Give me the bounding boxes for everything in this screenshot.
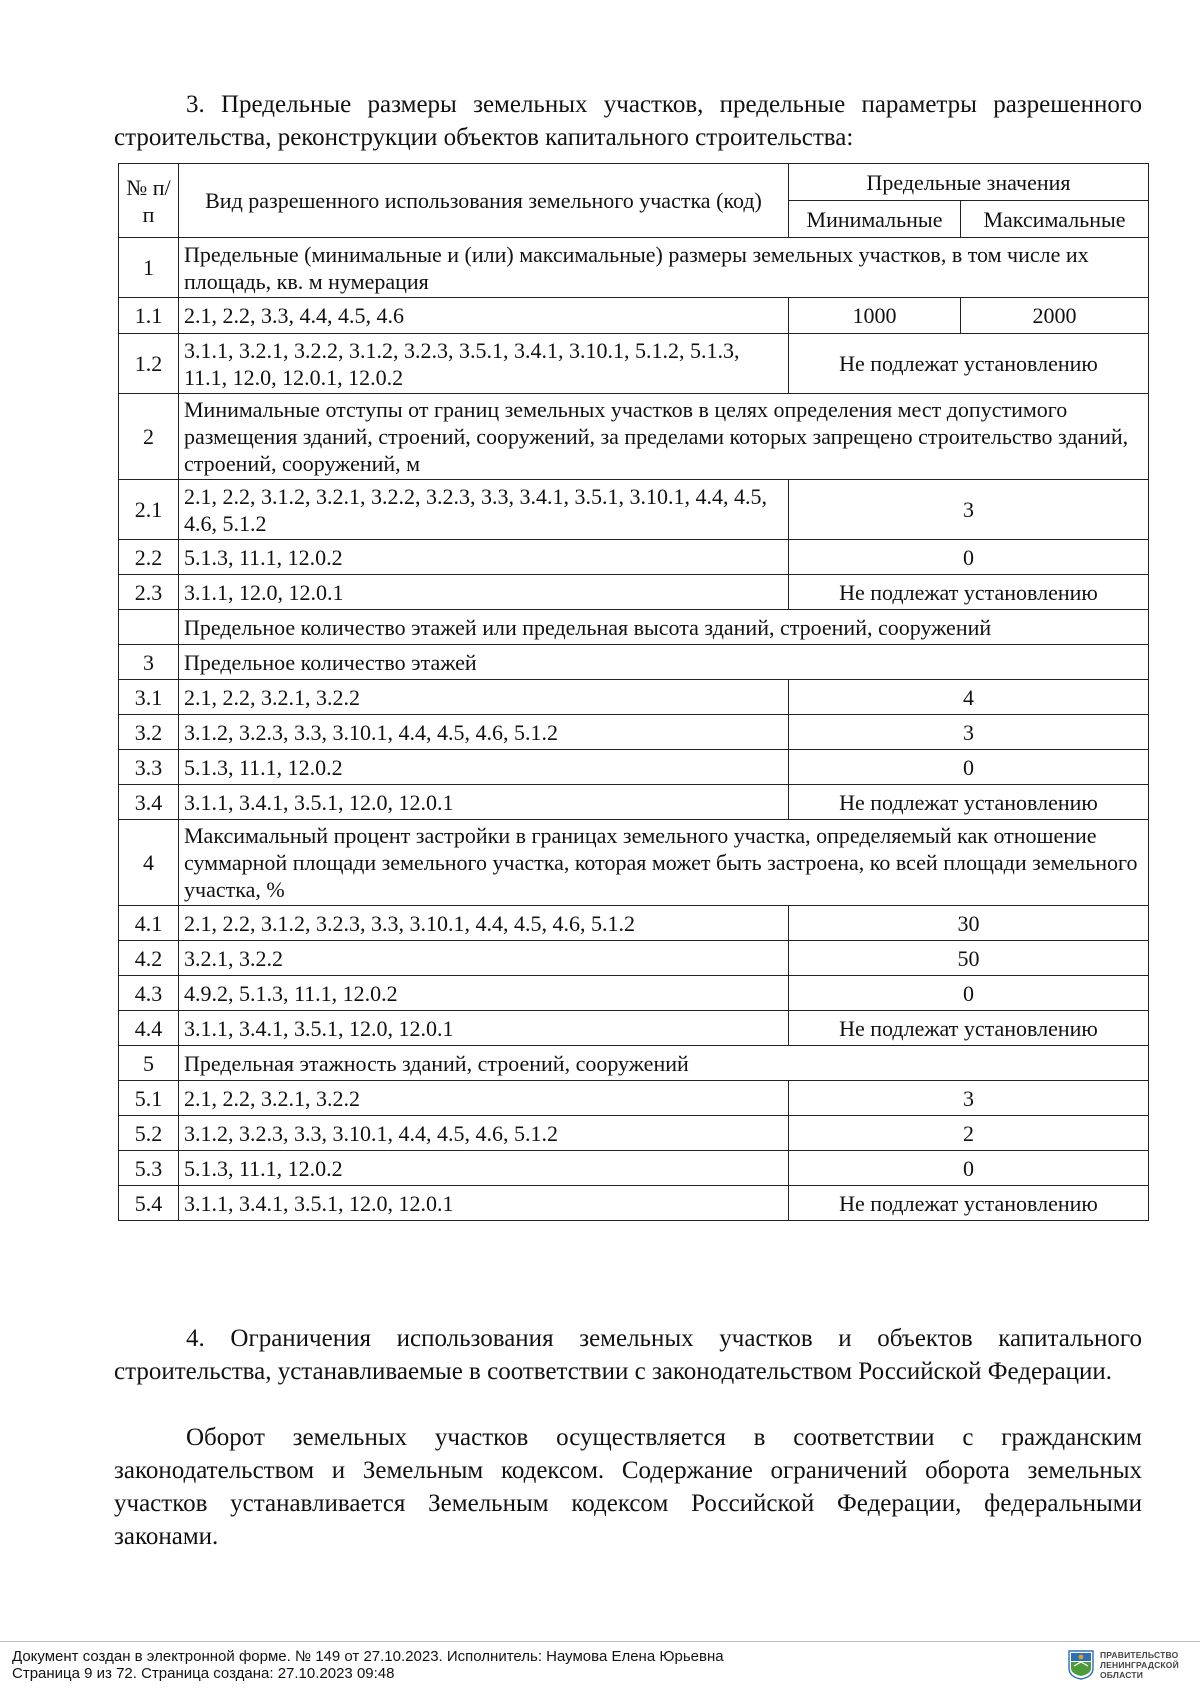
row-use-codes: 4.9.2, 5.1.3, 11.1, 12.0.2: [179, 976, 789, 1011]
table-row: [119, 298, 1149, 334]
row-use-codes: 3.1.1, 3.4.1, 3.5.1, 12.0, 12.0.1: [179, 1011, 789, 1046]
row-limit-value: 0: [789, 1151, 1149, 1186]
table-row: [119, 680, 1149, 715]
row-use-codes: 5.1.3, 11.1, 12.0.2: [179, 1151, 789, 1186]
row-number: [119, 610, 179, 645]
row-limit-value: 3: [789, 715, 1149, 750]
row-number: 3.3: [119, 750, 179, 785]
row-number: 1: [119, 238, 179, 298]
row-number: 4.1: [119, 906, 179, 941]
row-number: 5: [119, 1046, 179, 1081]
header-min: Минимальные: [789, 201, 961, 238]
table-row: [119, 540, 1149, 575]
table-row: [119, 941, 1149, 976]
row-use-codes: 5.1.3, 11.1, 12.0.2: [179, 750, 789, 785]
logo-line-2: ЛЕНИНГРАДСКОЙ: [1100, 1660, 1179, 1670]
table-row: [119, 1011, 1149, 1046]
row-use-codes: 3.1.2, 3.2.3, 3.3, 3.10.1, 4.4, 4.5, 4.6, 5.1.2: [179, 1116, 789, 1151]
table-row: [119, 1116, 1149, 1151]
oborot-text: Оборот земельных участков осуществляется в соответствии с гражданским законодательством и Земельным кодексом. Содержание ограничений оборота земельных участков устанавливается Земельным кодексом Российской Федерации, федеральными законами.: [114, 1424, 1142, 1550]
header-max: Максимальные: [961, 201, 1149, 238]
footer-info: [12, 1648, 724, 1682]
table-row: [119, 575, 1149, 610]
row-number: 2.3: [119, 575, 179, 610]
row-section-heading: Максимальный процент застройки в границах земельного участка, определяемый как отношение суммарной площади земельного участка, которая может быть застроена, ко всей площади земельного участка, %: [179, 820, 1149, 906]
table-row: [119, 1081, 1149, 1116]
table-row: [119, 1151, 1149, 1186]
emblem-icon: [1068, 1650, 1094, 1680]
row-limit-value: Не подлежат установлению: [789, 575, 1149, 610]
table-row: [119, 750, 1149, 785]
table-row: [119, 394, 1149, 480]
row-use-codes: 3.1.2, 3.2.3, 3.3, 3.10.1, 4.4, 4.5, 4.6, 5.1.2: [179, 715, 789, 750]
limits-table: [118, 163, 1149, 1221]
row-limit-value: 3: [789, 1081, 1149, 1116]
row-use-codes: 2.1, 2.2, 3.1.2, 3.2.3, 3.3, 3.10.1, 4.4, 4.5, 4.6, 5.1.2: [179, 906, 789, 941]
row-number: 2.2: [119, 540, 179, 575]
header-use: Вид разрешенного использования земельного участка (код): [179, 164, 789, 238]
table-row: [119, 785, 1149, 820]
row-max-value: 2000: [961, 298, 1149, 334]
oborot-paragraph: [114, 1421, 1142, 1553]
table-row: [119, 976, 1149, 1011]
table-row: [119, 820, 1149, 906]
row-limit-value: 4: [789, 680, 1149, 715]
row-min-value: 1000: [789, 298, 961, 334]
row-number: 5.2: [119, 1116, 179, 1151]
row-use-codes: 3.1.1, 3.2.1, 3.2.2, 3.1.2, 3.2.3, 3.5.1, 3.4.1, 3.10.1, 5.1.2, 5.1.3, 11.1, 12.0, 12.0.1, 12.0.2: [179, 334, 789, 394]
row-section-heading: Предельная этажность зданий, строений, сооружений: [179, 1046, 1149, 1081]
table-row: [119, 480, 1149, 540]
row-limit-value: 30: [789, 906, 1149, 941]
row-number: 4.3: [119, 976, 179, 1011]
row-number: 2: [119, 394, 179, 480]
logo-caption: [1100, 1650, 1179, 1680]
row-number: 5.4: [119, 1186, 179, 1221]
header-limit: Предельные значения: [789, 164, 1149, 201]
row-section-heading: Предельное количество этажей или предельная высота зданий, строений, сооружений: [179, 610, 1149, 645]
table-row: [119, 1186, 1149, 1221]
government-logo: [1068, 1648, 1192, 1690]
footer-line-1: Документ создан в электронной форме. № 149 от 27.10.2023. Исполнитель: Наумова Елена Юрьевна: [12, 1648, 724, 1665]
section-3-text: 3. Предельные размеры земельных участков, предельные параметры разрешенного строительства, реконструкции объектов капитального строительства:: [114, 91, 1142, 151]
row-use-codes: 5.1.3, 11.1, 12.0.2: [179, 540, 789, 575]
row-number: 5.3: [119, 1151, 179, 1186]
row-number: 5.1: [119, 1081, 179, 1116]
table-row: [119, 334, 1149, 394]
row-limit-value: 3: [789, 480, 1149, 540]
row-number: 2.1: [119, 480, 179, 540]
row-section-heading: Предельные (минимальные и (или) максимальные) размеры земельных участков, в том числе их площадь, кв. м нумерация: [179, 238, 1149, 298]
row-use-codes: 3.1.1, 12.0, 12.0.1: [179, 575, 789, 610]
section-3-heading: [114, 88, 1142, 154]
limits-table-body: [119, 238, 1149, 1221]
row-use-codes: 3.1.1, 3.4.1, 3.5.1, 12.0, 12.0.1: [179, 1186, 789, 1221]
row-limit-value: 0: [789, 976, 1149, 1011]
row-number: 3.2: [119, 715, 179, 750]
row-use-codes: 2.1, 2.2, 3.2.1, 3.2.2: [179, 680, 789, 715]
row-limit-value: 0: [789, 750, 1149, 785]
header-num: № п/п: [119, 164, 179, 238]
row-number: 4: [119, 820, 179, 906]
row-number: 3.1: [119, 680, 179, 715]
table-row: [119, 645, 1149, 680]
row-use-codes: 2.1, 2.2, 3.2.1, 3.2.2: [179, 1081, 789, 1116]
table-row: [119, 238, 1149, 298]
row-limit-value: Не подлежат установлению: [789, 1011, 1149, 1046]
row-use-codes: 2.1, 2.2, 3.3, 4.4, 4.5, 4.6: [179, 298, 789, 334]
row-limit-value: Не подлежат установлению: [789, 1186, 1149, 1221]
row-number: 1.1: [119, 298, 179, 334]
footer-divider: [0, 1641, 1200, 1642]
table-row: [119, 1046, 1149, 1081]
row-limit-value: Не подлежат установлению: [789, 785, 1149, 820]
row-number: 1.2: [119, 334, 179, 394]
row-number: 3: [119, 645, 179, 680]
section-4-text: 4. Ограничения использования земельных участков и объектов капитального строительства, устанавливаемые в соответствии с законодательством Российской Федерации.: [114, 1325, 1142, 1385]
row-number: 4.2: [119, 941, 179, 976]
table-row: [119, 906, 1149, 941]
row-use-codes: 3.1.1, 3.4.1, 3.5.1, 12.0, 12.0.1: [179, 785, 789, 820]
row-number: 3.4: [119, 785, 179, 820]
row-limit-value: 2: [789, 1116, 1149, 1151]
row-section-heading: Минимальные отступы от границ земельных участков в целях определения мест допустимого размещения зданий, строений, сооружений, за пределами которых запрещено строительство зданий, строений, сооружений, м: [179, 394, 1149, 480]
section-4-heading: [114, 1322, 1142, 1388]
table-row: [119, 610, 1149, 645]
row-limit-value: 0: [789, 540, 1149, 575]
row-use-codes: 2.1, 2.2, 3.1.2, 3.2.1, 3.2.2, 3.2.3, 3.3, 3.4.1, 3.5.1, 3.10.1, 4.4, 4.5, 4.6, 5.1.2: [179, 480, 789, 540]
footer-line-2: Страница 9 из 72. Страница создана: 27.10.2023 09:48: [12, 1665, 395, 1682]
row-limit-value: 50: [789, 941, 1149, 976]
logo-line-1: ПРАВИТЕЛЬСТВО: [1100, 1650, 1179, 1660]
row-limit-value: Не подлежат установлению: [789, 334, 1149, 394]
table-row: [119, 715, 1149, 750]
row-number: 4.4: [119, 1011, 179, 1046]
row-section-heading: Предельное количество этажей: [179, 645, 1149, 680]
logo-line-3: ОБЛАСТИ: [1100, 1670, 1144, 1680]
row-use-codes: 3.2.1, 3.2.2: [179, 941, 789, 976]
